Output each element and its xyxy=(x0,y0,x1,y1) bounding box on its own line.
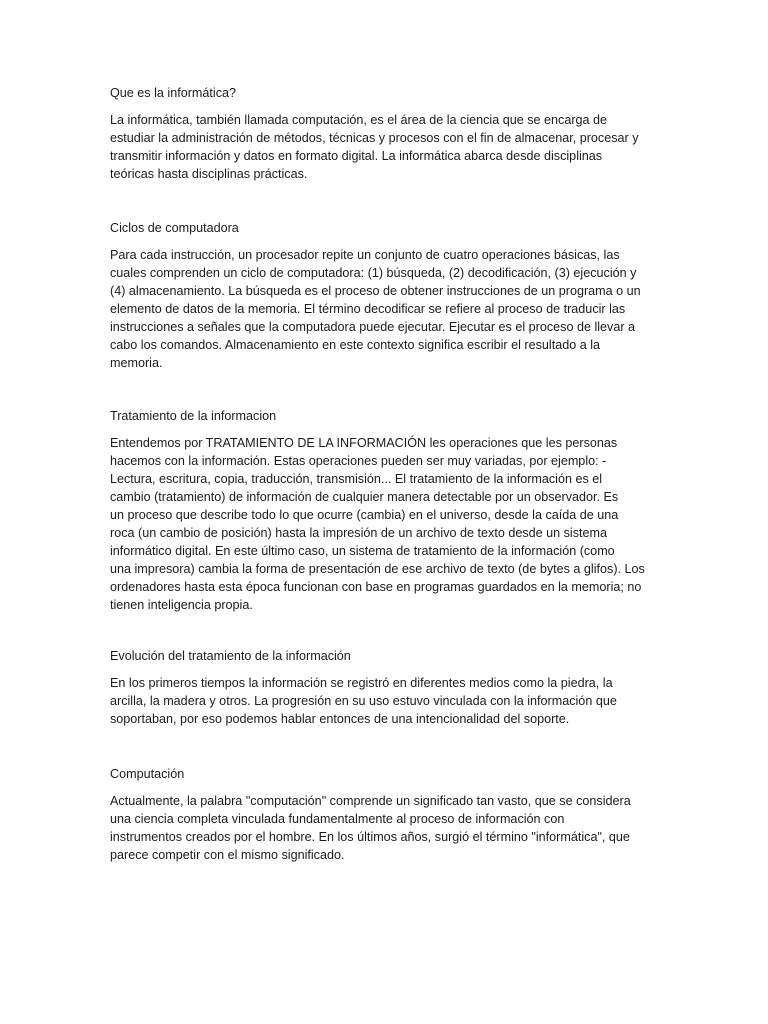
section-heading: Tratamiento de la informacion xyxy=(110,409,277,423)
section-paragraph: Para cada instrucción, un procesador repite un conjunto de cuatro operaciones básicas, las cuales comprenden un ciclo de computadora: (1) búsqueda, (2) decodificación, (3) ejecución y (4) almacenamiento. La búsqueda es el proceso de obtener instrucciones de un programa o un elemento de datos de la memoria. El término decodificar se refiere al proceso de traducir las instrucciones a señales que la computadora puede ejecutar. Ejecutar es el proceso de llevar a cabo los comandos. Almacenamiento en este contexto significa escribir el resultado a la memoria. xyxy=(110,248,641,370)
section-paragraph: Actualmente, la palabra "computación" comprende un significado tan vasto, que se considera una ciencia completa vinculada fundamentalmente al proceso de información con instrumentos creados por el hombre. En los últimos años, surgió el término "informática", que parece competir con el mismo significado. xyxy=(110,794,631,862)
section-paragraph: Entendemos por TRATAMIENTO DE LA INFORMACIÓN les operaciones que les personas hacemos con la información. Estas operaciones pueden ser muy variadas, por ejemplo: - Lectura, escritura, copia, traducción, transmisión... El tratamiento de la información es el cambio (tratamiento) de información de cualquier manera detectable por un observador. Es un proceso que describe todo lo que ocurre (cambia) en el universo, desde la caída de una roca (un cambio de posición) hasta la impresión de un archivo de texto desde un sistema informático digital. En este último caso, un sistema de tratamiento de la información (como una impresora) cambia la forma de presentación de ese archivo de texto (de bytes a glifos). Los ordenadores hasta esta época funcionan con base en programas guardados en la memoria; no tienen inteligencia propia. xyxy=(110,436,645,612)
section-evolucion-del-tratamiento xyxy=(110,647,617,728)
section-que-es-la-informatica xyxy=(110,84,639,183)
section-tratamiento-de-la-informacion xyxy=(110,407,645,614)
section-paragraph: En los primeros tiempos la información se registró en diferentes medios como la piedra, la arcilla, la madera y otros. La progresión en su uso estuvo vinculada con la información que soportaban, por eso podemos hablar entonces de una intencionalidad del soporte. xyxy=(110,676,617,726)
section-computacion xyxy=(110,765,631,864)
section-heading: Evolución del tratamiento de la información xyxy=(110,649,351,663)
section-paragraph: La informática, también llamada computación, es el área de la ciencia que se encarga de estudiar la administración de métodos, técnicas y procesos con el fin de almacenar, procesar y transmitir información y datos en formato digital. La informática abarca desde disciplinas teóricas hasta disciplinas prácticas. xyxy=(110,113,639,181)
section-heading: Computación xyxy=(110,767,185,781)
section-heading: Ciclos de computadora xyxy=(110,221,239,235)
section-ciclos-de-computadora xyxy=(110,219,641,372)
section-heading: Que es la informática? xyxy=(110,86,236,100)
